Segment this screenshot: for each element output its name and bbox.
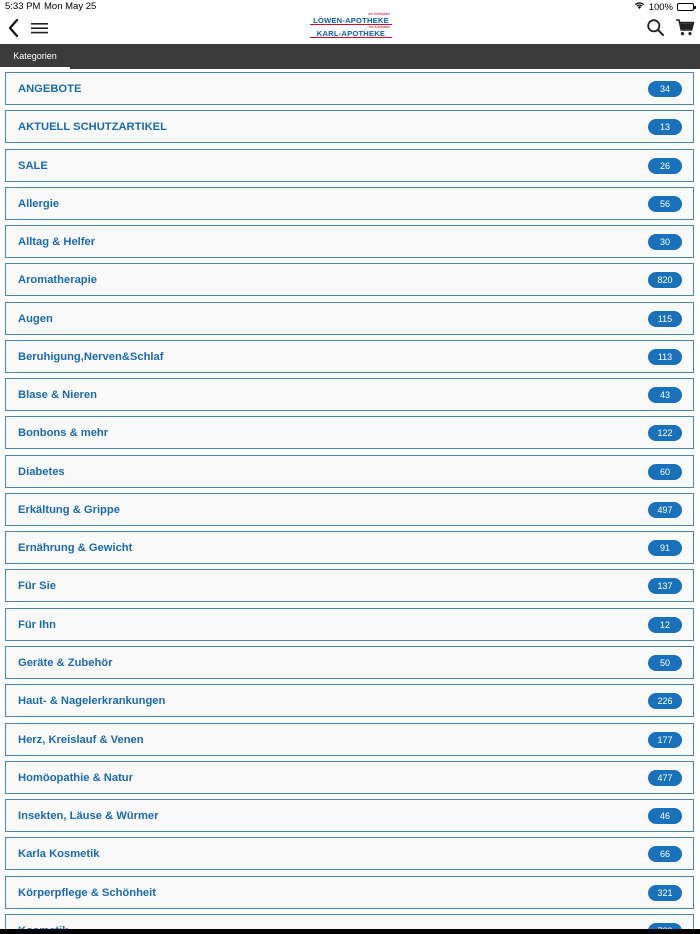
cart-icon[interactable] <box>675 18 695 37</box>
category-count-badge: 26 <box>648 158 682 174</box>
logo-tag-bottom: am Karlsplatz <box>368 25 390 29</box>
tab-bar <box>0 44 700 69</box>
category-count-badge: 137 <box>648 578 682 594</box>
screen-bottom-edge <box>0 929 700 934</box>
menu-icon[interactable] <box>30 21 49 35</box>
category-count-badge: 226 <box>648 693 682 709</box>
category-label: SALE <box>18 159 48 172</box>
category-label: Augen <box>18 312 53 325</box>
category-count-badge: 820 <box>648 272 682 288</box>
category-count-badge: 60 <box>648 464 682 480</box>
category-item[interactable] <box>5 263 694 296</box>
category-count-badge: 113 <box>648 349 682 365</box>
battery-percent: 100% <box>648 1 673 13</box>
category-item[interactable] <box>5 799 694 832</box>
category-item[interactable] <box>5 531 694 564</box>
category-count-badge: 12 <box>648 617 682 633</box>
status-date: Mon May 25 <box>44 1 97 12</box>
category-label: Blase & Nieren <box>18 389 97 402</box>
category-item[interactable] <box>5 608 694 641</box>
category-list[interactable] <box>5 72 694 934</box>
category-label: Karla Kosmetik <box>18 848 100 861</box>
category-label: Für Ihn <box>18 618 56 631</box>
category-label: AKTUELL SCHUTZARTIKEL <box>18 121 167 134</box>
category-label: Bonbons & mehr <box>18 427 109 440</box>
category-item[interactable] <box>5 225 694 258</box>
category-count-badge: 50 <box>648 655 682 671</box>
category-label: Herz, Kreislauf & Venen <box>18 733 144 746</box>
status-time: 5:33 PM <box>5 1 41 12</box>
category-count-badge: 91 <box>648 540 682 556</box>
category-count-badge: 43 <box>648 387 682 403</box>
navigation-bar <box>0 12 700 44</box>
category-count-badge: 177 <box>648 732 682 748</box>
category-label: Alltag & Helfer <box>18 236 96 249</box>
category-item[interactable] <box>5 876 694 909</box>
category-item[interactable] <box>5 110 694 143</box>
category-count-badge: 46 <box>648 808 682 824</box>
category-label: Geräte & Zubehör <box>18 656 113 669</box>
category-count-badge: 497 <box>648 502 682 518</box>
category-count-badge: 13 <box>648 119 682 135</box>
category-label: ANGEBOTE <box>18 83 82 95</box>
logo-tag-top: am Marktplatz <box>368 12 390 16</box>
category-label: Homöopathie & Natur <box>18 771 133 784</box>
category-item[interactable] <box>5 455 694 488</box>
category-count-badge: 115 <box>648 311 682 327</box>
search-icon[interactable] <box>646 18 665 37</box>
category-count-badge: 56 <box>648 196 682 212</box>
category-item[interactable] <box>5 723 694 756</box>
category-item[interactable] <box>5 416 694 449</box>
battery-icon <box>677 3 694 11</box>
brand-logo[interactable] <box>310 12 392 41</box>
category-label: Ernährung & Gewicht <box>18 542 133 555</box>
category-label: Aromatherapie <box>18 274 97 287</box>
category-item[interactable] <box>5 646 694 679</box>
back-icon[interactable] <box>6 17 22 39</box>
category-item[interactable] <box>5 340 694 373</box>
category-count-badge: 34 <box>648 81 682 97</box>
category-label: Haut- & Nagelerkrankungen <box>18 695 166 708</box>
category-count-badge: 122 <box>648 425 682 441</box>
category-label: Allergie <box>18 197 60 210</box>
category-item[interactable] <box>5 569 694 602</box>
category-item[interactable] <box>5 684 694 717</box>
category-item[interactable] <box>5 761 694 794</box>
category-item[interactable] <box>5 493 694 526</box>
category-label: Erkältung & Grippe <box>18 503 120 516</box>
category-label: Insekten, Läuse & Würmer <box>18 810 159 823</box>
category-count-badge: 30 <box>648 234 682 250</box>
category-item[interactable] <box>5 72 694 105</box>
category-count-badge: 321 <box>648 885 682 901</box>
category-label: Körperpflege & Schönheit <box>18 886 156 899</box>
category-label: Diabetes <box>18 465 65 478</box>
category-item[interactable] <box>5 302 694 335</box>
category-label: Für Sie <box>18 580 56 593</box>
category-count-badge: 66 <box>648 846 682 862</box>
category-item[interactable] <box>5 149 694 182</box>
category-item[interactable] <box>5 378 694 411</box>
logo-line-1: LÖWEN-APOTHEKE <box>310 16 392 25</box>
category-count-badge: 477 <box>648 770 682 786</box>
category-item[interactable] <box>5 187 694 220</box>
category-item[interactable] <box>5 837 694 870</box>
category-label: Beruhigung,Nerven&Schlaf <box>18 350 164 363</box>
logo-line-2: KARL-APOTHEKE <box>310 29 392 38</box>
tab-kategorien[interactable]: Kategorien <box>0 44 70 69</box>
